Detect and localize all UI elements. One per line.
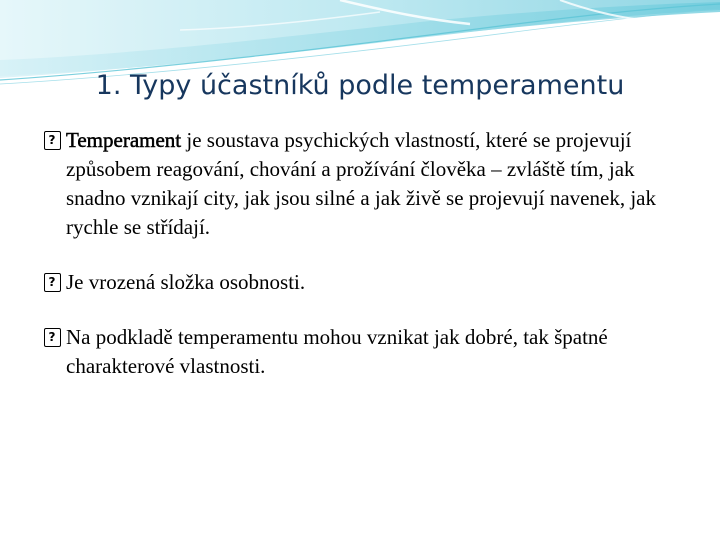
bullet-text: Je vrozená složka osobnosti. [66,270,306,294]
missing-glyph-box-icon [44,328,61,347]
bullet-term: Temperament [66,128,182,152]
bullet-item-innate [44,268,694,297]
bullet-item-temperament [44,126,694,242]
missing-glyph-box-icon [44,273,61,292]
slide-title: 1. Typy účastníků podle temperamentu [95,70,625,101]
bullet-item-character [44,323,694,381]
bullet-text: je soustava psychických vlastností, které se projevují způsobem reagování, chování a prožívání člověka – zvláště tím, jak snadno vznikají city, jak jsou silné a jak živě se projevují navenek, jak rychle se střídají. [66,128,656,239]
bullet-text: Na podkladě temperamentu mohou vznikat jak dobré, tak špatné charakterové vlastnosti. [66,325,608,378]
missing-glyph-box-icon [44,131,61,150]
bullet-list [44,126,694,381]
